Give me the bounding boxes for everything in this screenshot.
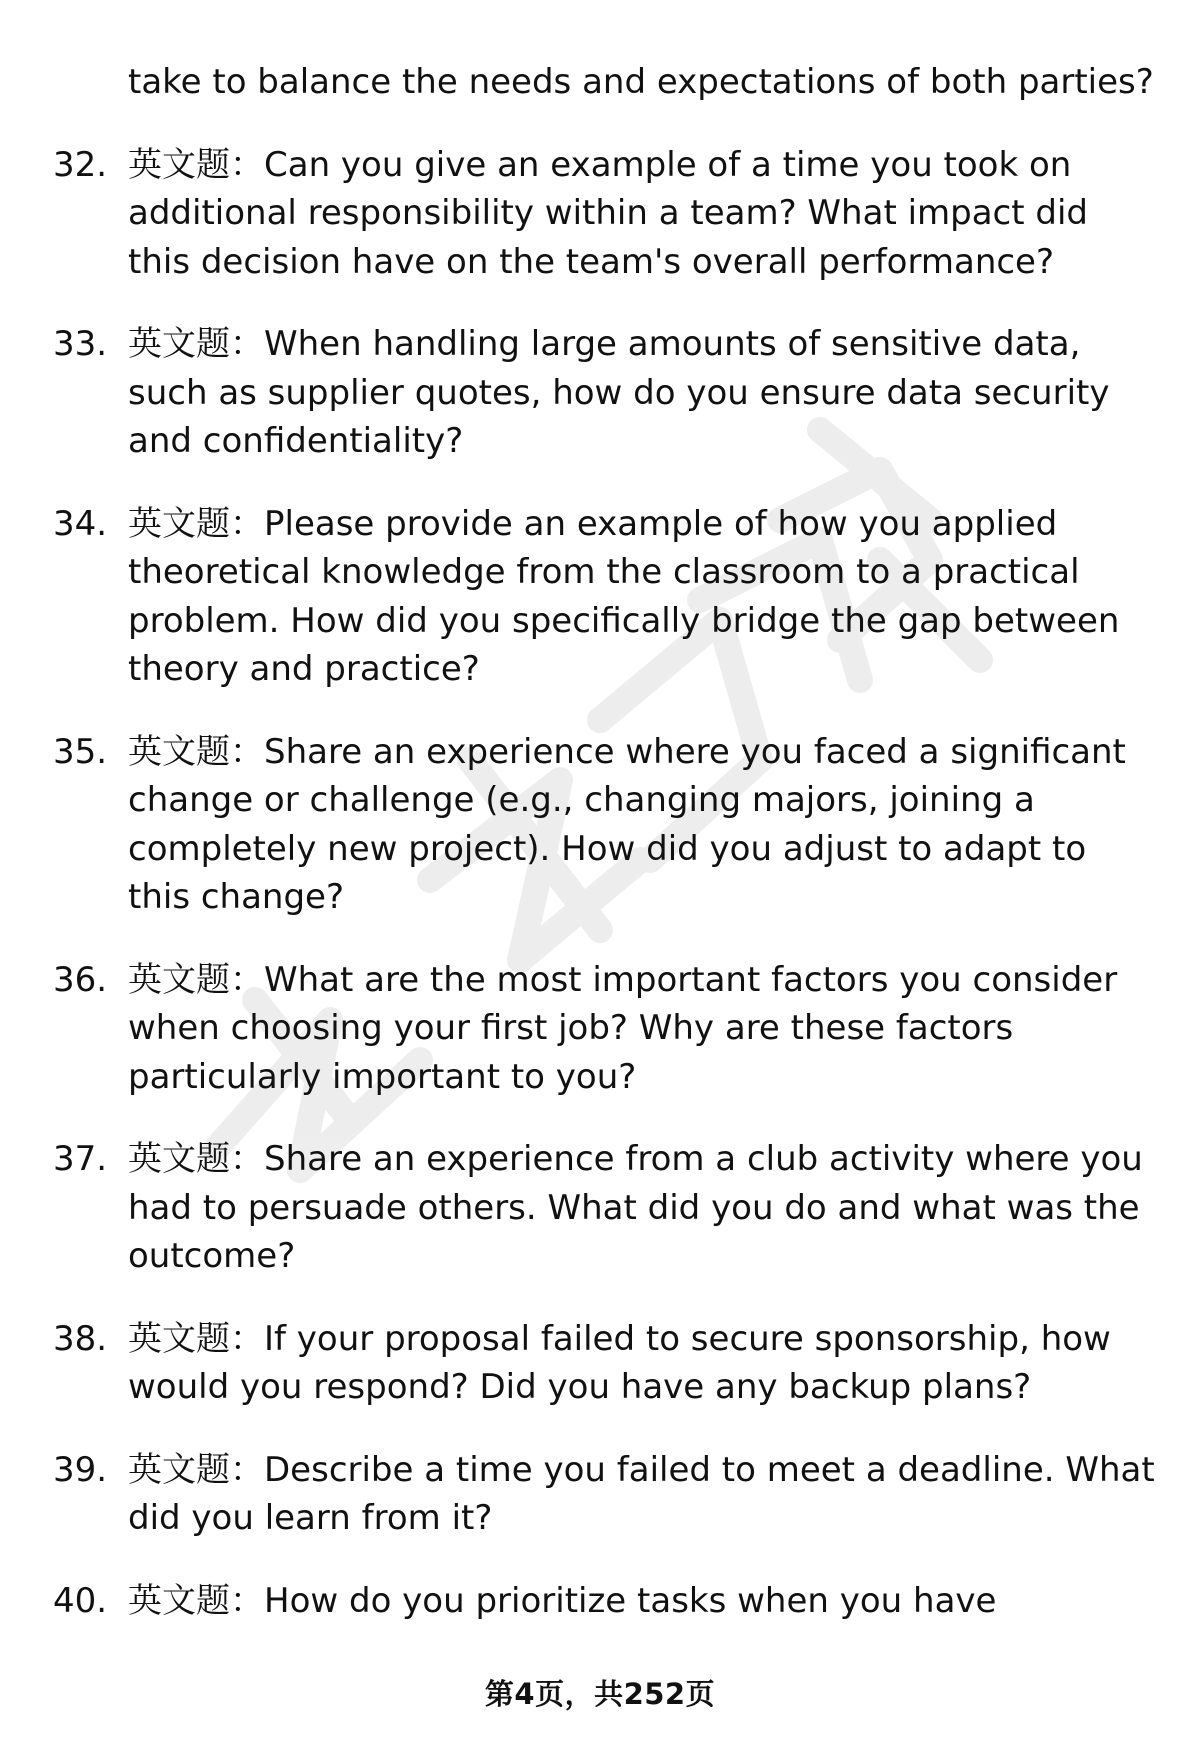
question-number: 33.: [53, 324, 108, 364]
question-number: 32.: [53, 144, 108, 185]
question-text: Share an experience where you faced a significant change or challenge (e.g., changing majors, joining a completely new project). How did you adjust to adapt to this change?: [128, 731, 1126, 917]
question-prefix: 英文题：: [128, 503, 264, 544]
question-number: 34.: [53, 503, 108, 544]
question-text: Share an experience from a club activity where you had to persuade others. What did you do and what was the outcome?: [128, 1139, 1143, 1276]
page-footer: 第4页，共252页: [484, 1677, 716, 1711]
question-text: take to balance the needs and expectations of both parties?: [128, 62, 1154, 102]
question-item-39: [0, 1446, 1158, 1543]
question-prefix: 英文题：: [128, 1580, 264, 1621]
question-prefix: 英文题：: [128, 324, 264, 364]
question-text: When handling large amounts of sensitive data, such as supplier quotes, how do you ensure data security and confidentiality?: [128, 324, 1110, 461]
question-prefix: 英文题：: [128, 731, 264, 772]
question-number: 40.: [53, 1580, 108, 1621]
question-text: If your proposal failed to secure sponsorship, how would you respond? Did you have any backup plans?: [128, 1318, 1111, 1407]
question-number: 39.: [53, 1449, 108, 1490]
question-number: 35.: [53, 731, 108, 772]
question-text: Please provide an example of how you applied theoretical knowledge from the classroom to a practical problem. How did you specifically bridge the gap between theory and practice?: [128, 503, 1120, 689]
question-item-continuation: [0, 58, 1158, 107]
question-prefix: 英文题：: [128, 1139, 264, 1179]
question-item-34: [0, 500, 1158, 694]
question-number: 37.: [53, 1139, 108, 1179]
question-text: Can you give an example of a time you took on additional responsibility within a team? What impact did this decision have on the team's overall performance?: [128, 144, 1089, 282]
question-list: [0, 58, 1200, 1659]
question-number: 36.: [53, 959, 108, 1000]
question-item-37: [0, 1135, 1158, 1281]
question-number: 38.: [53, 1318, 108, 1359]
question-text: How do you prioritize tasks when you have: [264, 1580, 997, 1621]
question-item-40: [0, 1577, 1158, 1626]
question-text: Describe a time you failed to meet a deadline. What did you learn from it?: [128, 1449, 1155, 1538]
question-item-38: [0, 1315, 1158, 1412]
question-item-35: [0, 728, 1158, 922]
question-item-33: [0, 320, 1158, 466]
question-text: What are the most important factors you consider when choosing your first job? Why are these factors particularly important to you?: [128, 959, 1118, 1097]
question-prefix: 英文题：: [128, 1449, 264, 1490]
question-item-32: [0, 141, 1158, 287]
question-prefix: 英文题：: [128, 959, 264, 1000]
question-prefix: 英文题：: [128, 144, 264, 185]
question-prefix: 英文题：: [128, 1318, 264, 1359]
question-item-36: [0, 956, 1158, 1102]
